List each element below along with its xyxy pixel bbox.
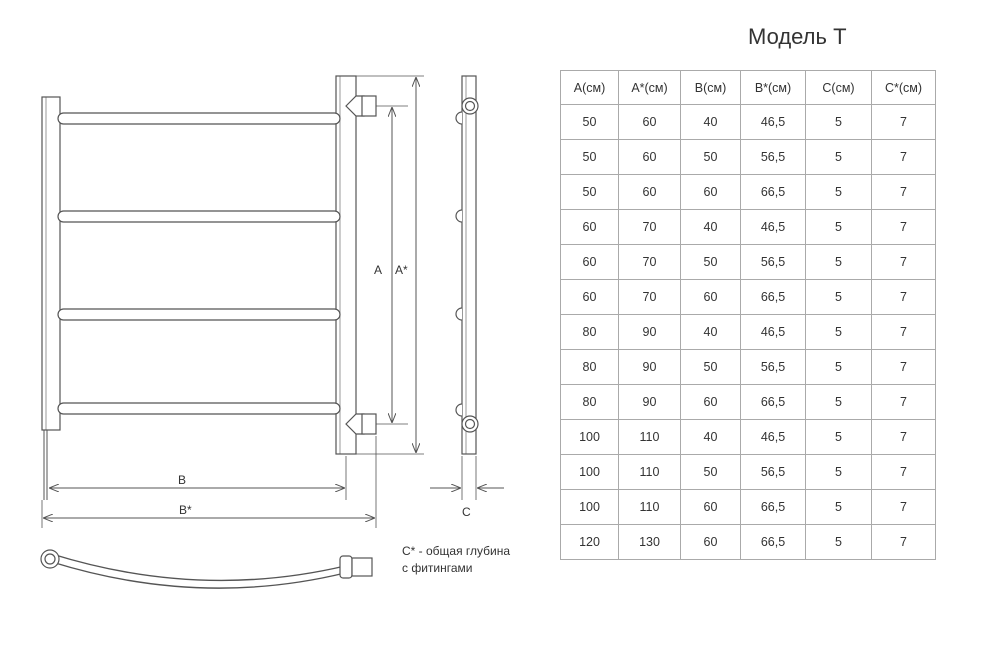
table-cell: 90 — [619, 315, 681, 350]
table-row — [561, 490, 936, 525]
table-cell: 100 — [561, 490, 619, 525]
table-cell: 60 — [561, 245, 619, 280]
table-cell: 90 — [619, 350, 681, 385]
right-pipe — [336, 76, 356, 454]
front-view — [42, 76, 376, 500]
label-b: B — [178, 473, 187, 487]
table-cell: 56,5 — [741, 455, 806, 490]
table-cell: 7 — [872, 315, 936, 350]
table-cell: 7 — [872, 490, 936, 525]
table-cell: 46,5 — [741, 420, 806, 455]
left-pipe — [42, 97, 60, 430]
label-a: A — [374, 263, 383, 277]
table-cell: 50 — [681, 455, 741, 490]
table-cell: 60 — [561, 280, 619, 315]
table-cell: 60 — [681, 525, 741, 560]
table-cell: 7 — [872, 210, 936, 245]
table-cell: 66,5 — [741, 490, 806, 525]
table-header-row — [561, 71, 936, 105]
table-cell: 5 — [806, 140, 872, 175]
table-cell: 70 — [619, 210, 681, 245]
table-cell: 7 — [872, 245, 936, 280]
dimension-c — [430, 456, 504, 500]
table-cell: 7 — [872, 280, 936, 315]
table-cell: 80 — [561, 350, 619, 385]
table-cell: 40 — [681, 315, 741, 350]
table-row — [561, 245, 936, 280]
header-a: A(см) — [561, 71, 619, 105]
table-row — [561, 175, 936, 210]
table-cell: 7 — [872, 420, 936, 455]
table-cell: 40 — [681, 420, 741, 455]
label-c: C — [462, 505, 471, 519]
table-cell: 7 — [872, 385, 936, 420]
table-cell: 56,5 — [741, 140, 806, 175]
table-cell: 70 — [619, 280, 681, 315]
header-a-star: A*(см) — [619, 71, 681, 105]
table-cell: 5 — [806, 455, 872, 490]
table-cell: 60 — [681, 490, 741, 525]
table-cell: 5 — [806, 490, 872, 525]
table-cell: 5 — [806, 525, 872, 560]
table-row — [561, 210, 936, 245]
table-row — [561, 105, 936, 140]
table-row — [561, 140, 936, 175]
depth-note — [402, 543, 510, 577]
table-cell: 100 — [561, 420, 619, 455]
table-cell: 50 — [561, 175, 619, 210]
table-cell: 5 — [806, 210, 872, 245]
table-cell: 66,5 — [741, 280, 806, 315]
table-cell: 5 — [806, 280, 872, 315]
table-row — [561, 525, 936, 560]
dimension-a-star — [356, 76, 424, 454]
crossbars — [58, 113, 340, 414]
table-cell: 5 — [806, 420, 872, 455]
table-cell: 5 — [806, 385, 872, 420]
label-b-star: B* — [179, 503, 192, 517]
table-cell: 60 — [619, 140, 681, 175]
table-row — [561, 385, 936, 420]
table-cell: 70 — [619, 245, 681, 280]
table-cell: 7 — [872, 525, 936, 560]
crossbar — [58, 309, 340, 320]
label-a-star: A* — [395, 263, 408, 277]
dimension-b-star — [42, 436, 376, 528]
table-cell: 100 — [561, 455, 619, 490]
dimensions-table — [560, 70, 936, 560]
table-row — [561, 350, 936, 385]
table-cell: 110 — [619, 455, 681, 490]
side-pipe — [462, 76, 476, 454]
table-cell: 60 — [619, 105, 681, 140]
table-cell: 90 — [619, 385, 681, 420]
table-cell: 5 — [806, 105, 872, 140]
table-cell: 130 — [619, 525, 681, 560]
table-cell: 66,5 — [741, 525, 806, 560]
table-cell: 56,5 — [741, 245, 806, 280]
table-cell: 50 — [681, 350, 741, 385]
crossbar — [58, 113, 340, 124]
crossbar — [58, 403, 340, 414]
header-c-star: C*(см) — [872, 71, 936, 105]
side-view — [456, 76, 478, 454]
table-cell: 80 — [561, 385, 619, 420]
table-cell: 60 — [681, 385, 741, 420]
table-row — [561, 455, 936, 490]
table-cell: 80 — [561, 315, 619, 350]
table-row — [561, 280, 936, 315]
table-cell: 60 — [681, 175, 741, 210]
table-cell: 5 — [806, 350, 872, 385]
table-cell: 7 — [872, 455, 936, 490]
table-row — [561, 315, 936, 350]
table-cell: 60 — [681, 280, 741, 315]
table-cell: 66,5 — [741, 175, 806, 210]
table-cell: 7 — [872, 175, 936, 210]
table-row — [561, 420, 936, 455]
table-cell: 56,5 — [741, 350, 806, 385]
table-cell: 46,5 — [741, 315, 806, 350]
depth-note-line-2: с фитингами — [402, 561, 473, 575]
model-title: Модель Т — [748, 24, 847, 49]
crossbar — [58, 211, 340, 222]
table-cell: 46,5 — [741, 210, 806, 245]
table-cell: 120 — [561, 525, 619, 560]
table-cell: 66,5 — [741, 385, 806, 420]
dimension-b — [50, 456, 346, 500]
table-cell: 50 — [561, 105, 619, 140]
table-cell: 7 — [872, 105, 936, 140]
table-cell: 5 — [806, 315, 872, 350]
table-cell: 7 — [872, 350, 936, 385]
table-cell: 50 — [561, 140, 619, 175]
header-c: C(см) — [806, 71, 872, 105]
depth-note-line-1: C* - общая глубина — [402, 544, 511, 558]
top-view — [41, 550, 372, 588]
table-cell: 50 — [681, 245, 741, 280]
header-b: B(см) — [681, 71, 741, 105]
table-cell: 110 — [619, 420, 681, 455]
table-cell: 40 — [681, 210, 741, 245]
table-cell: 5 — [806, 175, 872, 210]
table-cell: 5 — [806, 245, 872, 280]
table-cell: 50 — [681, 140, 741, 175]
table-cell: 60 — [561, 210, 619, 245]
table-cell: 110 — [619, 490, 681, 525]
table-cell: 7 — [872, 140, 936, 175]
table-cell: 60 — [619, 175, 681, 210]
table-cell: 40 — [681, 105, 741, 140]
table-cell: 46,5 — [741, 105, 806, 140]
header-b-star: B*(см) — [741, 71, 806, 105]
